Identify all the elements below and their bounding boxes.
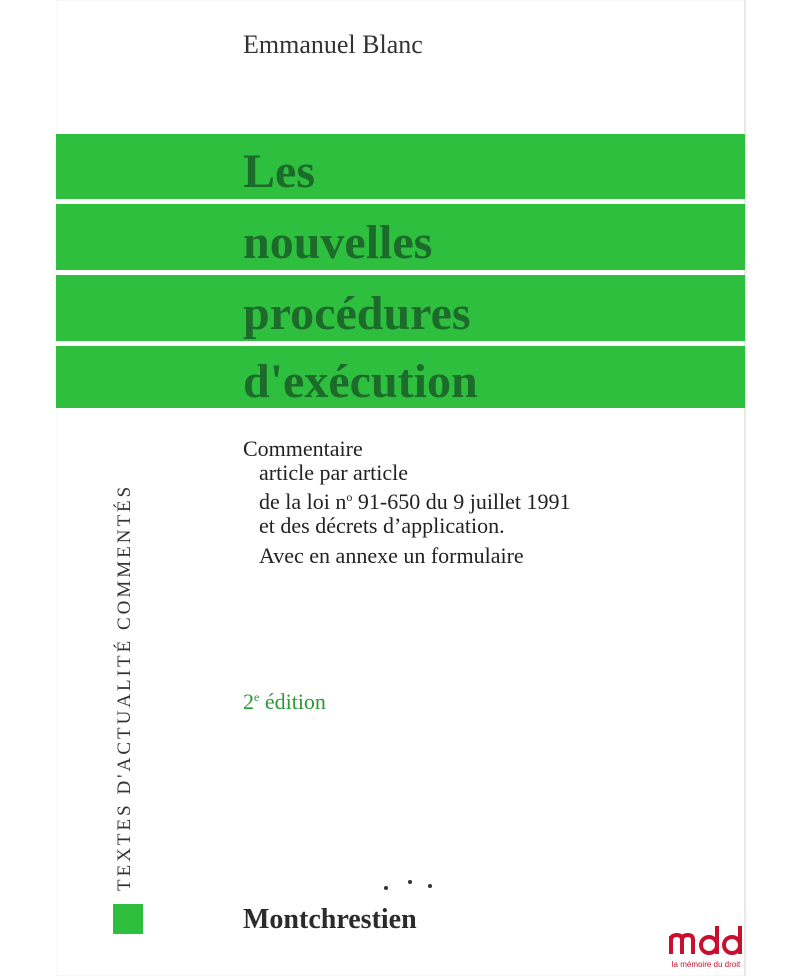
description-line-4: et des décrets d’application. bbox=[259, 513, 505, 538]
logo-tagline: la mémoire du droit bbox=[671, 960, 741, 969]
edition-superscript: e bbox=[254, 690, 260, 704]
author-name: Emmanuel Blanc bbox=[243, 30, 423, 59]
publisher-name: Montchrestien bbox=[243, 904, 417, 935]
mdd-wordmark-icon bbox=[668, 924, 746, 956]
title-line-2: nouvelles bbox=[243, 216, 433, 269]
edition-word: édition bbox=[259, 689, 326, 714]
title-band-1 bbox=[56, 134, 745, 199]
title-line-1: Les bbox=[243, 145, 315, 198]
law-prefix: de la loi n bbox=[259, 489, 347, 514]
numero-superscript: o bbox=[346, 490, 353, 504]
description-line-3 bbox=[243, 485, 571, 514]
description-line-1: Commentaire bbox=[243, 436, 363, 461]
law-reference: 91-650 du 9 juillet 1991 bbox=[352, 489, 571, 514]
edition-number: 2 bbox=[243, 689, 254, 714]
collection-name: TEXTES D'ACTUALITÉ COMMENTÉS bbox=[114, 483, 135, 891]
mdd-logo bbox=[664, 924, 748, 976]
description-line-5: Avec en annexe un formulaire bbox=[259, 543, 524, 568]
edition-label bbox=[243, 689, 326, 715]
title-line-3: procédures bbox=[243, 287, 471, 340]
description-line-2: article par article bbox=[259, 460, 409, 485]
title-line-4: d'exécution bbox=[243, 355, 478, 408]
publisher-dots-icon bbox=[380, 878, 440, 892]
collection-square-icon bbox=[113, 904, 143, 934]
subtitle-description bbox=[243, 437, 571, 568]
